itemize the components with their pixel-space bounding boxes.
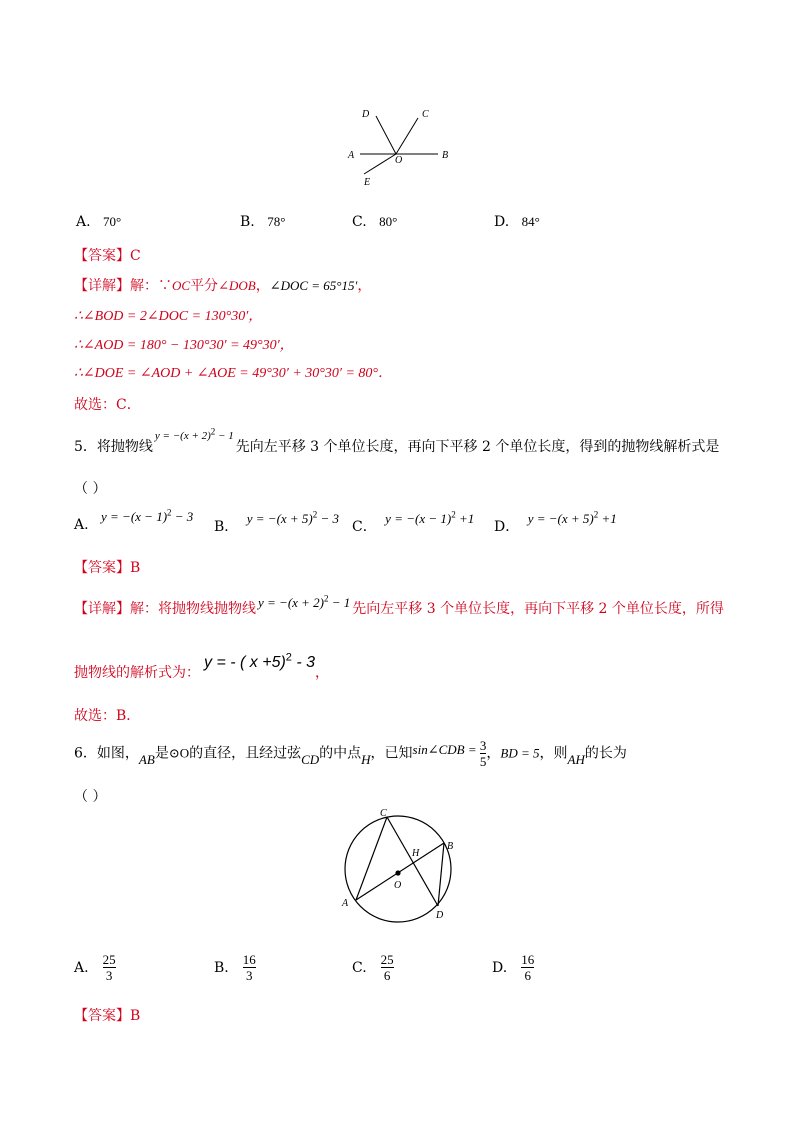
fig2-label-d: D	[436, 910, 444, 921]
fig2-label-h: H	[412, 848, 420, 859]
angle-figure	[340, 100, 470, 195]
q4-detail-line1: 【详解】解：∵OC平分∠DOB，∠DOC = 65°15′，	[74, 278, 372, 294]
fig1-label-o: O	[395, 155, 403, 166]
q4-option-a: A. 70°	[76, 214, 122, 230]
q6-option-d: D. $\frac{16}{6}$	[492, 952, 535, 983]
fig1-label-e: E	[364, 177, 371, 188]
q5-answer: 【答案】B	[74, 560, 141, 576]
q5-option-b: B． $y = -(x + 5)^2 - 3$	[214, 509, 340, 535]
q4-option-d: D. 84°	[494, 214, 540, 230]
q5-option-a: A. $y = -(x - 1)^2 - 3$	[74, 508, 194, 534]
fig1-label-a: A	[348, 150, 355, 161]
q6-stem: 6．如图，AB是⊙O的直径，且经过弦CD的中点H，已知sin∠CDB = $\frac{3}{5}$ ，BD = 5，则AH的长为	[74, 738, 627, 769]
fig2-label-o: O	[394, 880, 402, 891]
fig2-label-a: A	[342, 898, 349, 909]
q5-option-c: C． $y = -(x - 1)^2 +1$	[352, 509, 475, 535]
q6-answer: 【答案】B	[74, 1008, 141, 1024]
q4-choose: 故选：C．	[74, 397, 141, 413]
q6-paren: （ ）	[74, 789, 107, 805]
q5-stem: 5．将抛物线$^{y = -(x + 2)^2 - 1}$先向左平移 3 个单位长度，再向下平移 2 个单位长度，得到的抛物线解析式是	[74, 426, 720, 455]
q5-detail-line2: 抛物线的解析式为：y = - ( x +5)$^2$ - 3，	[74, 652, 330, 682]
q4-answer: 【答案】C	[74, 248, 141, 264]
fig2-label-b: B	[447, 841, 454, 852]
q4-detail-line4: ∴∠DOE = ∠AOD + ∠AOE = 49°30′ + 30°30′ = 80°．	[74, 366, 393, 381]
q4-option-b: B. 78°	[240, 214, 286, 230]
q4-detail-line2: ∴∠BOD = 2∠DOC = 130°30′，	[74, 309, 263, 324]
q5-paren: （ ）	[74, 481, 107, 497]
q5-formula: y = −(x + 2)2 − 1	[154, 426, 234, 442]
q5-option-d: D． $y = -(x + 5)^2 +1$	[494, 509, 617, 535]
fig2-label-c: C	[380, 808, 387, 819]
q4-option-c: C. 80°	[352, 214, 398, 230]
fig1-label-c: C	[422, 109, 429, 120]
fig1-label-b: B	[442, 150, 449, 161]
fig1-label-d: D	[362, 109, 370, 120]
q6-option-c: C. $\frac{25}{6}$	[352, 952, 394, 983]
q4-detail-line3: ∴∠AOD = 180° − 130°30′ = 49°30′，	[74, 338, 294, 353]
sin-fraction: $\frac{3}{5}$	[479, 738, 487, 769]
q5-detail-line1: 【详解】解：将抛物线抛物线 $y = -(x + 2)^2 - 1$ 先向左平移 3 个单位长度，再向下平移 2 个单位长度，所得	[74, 593, 724, 617]
q5-choose: 故选：B．	[74, 708, 141, 724]
circle-figure	[334, 805, 464, 930]
q6-option-b: B. $\frac{16}{3}$	[214, 952, 256, 983]
q6-option-a: A. $\frac{25}{3}$	[74, 952, 116, 983]
